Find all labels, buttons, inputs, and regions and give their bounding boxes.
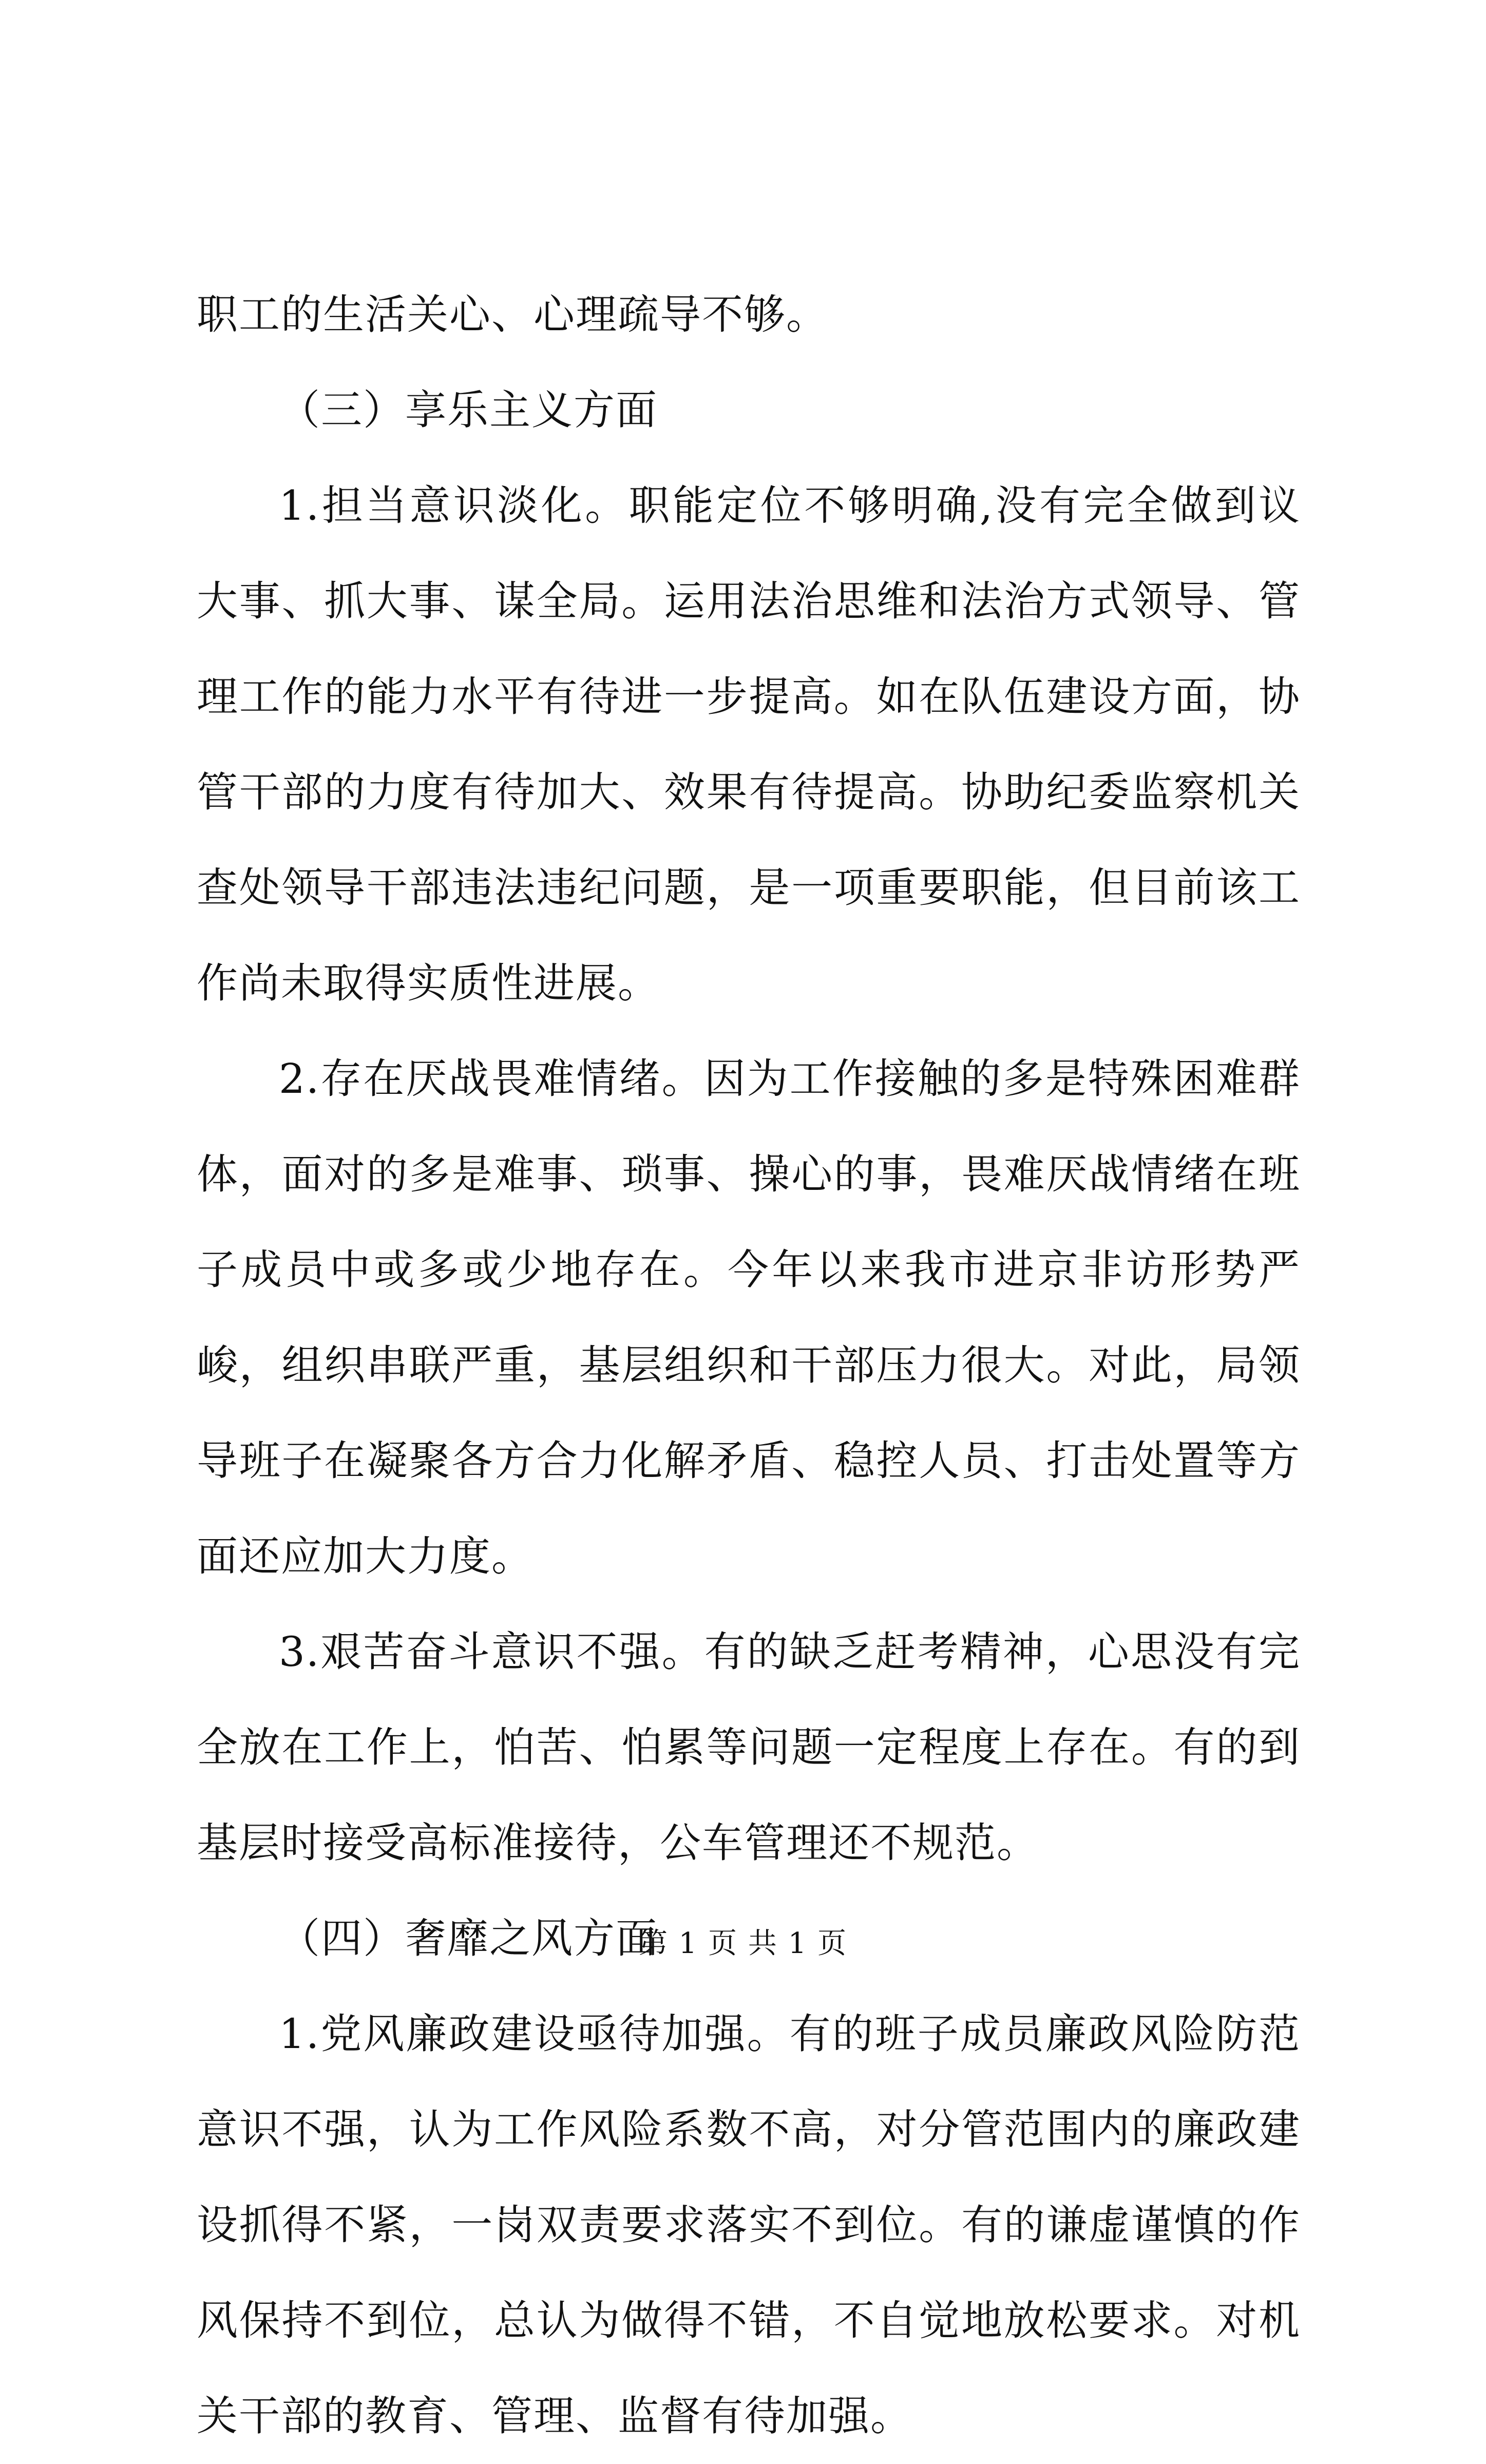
page-number-footer: 第 1 页 共 1 页	[638, 1927, 848, 1960]
section-heading-4: （四）奢靡之风方面	[279, 1915, 658, 1962]
paragraph-item-4-1: 1.党风廉政建设亟待加强。有的班子成员廉政风险防范意识不强，认为工作风险系数不高，对分管范围内的廉政建设抓得不紧，一岗双责要求落实不到位。有的谦虚谨慎的作风保持不到位，总认为做得不错，不自觉地放松要求。对机关干部的教育、管理、监督有待加强。	[197, 2010, 1301, 2440]
paragraph-item-2: 2.存在厌战畏难情绪。因为工作接触的多是特殊困难群体，面对的多是难事、琐事、操心的事，畏难厌战情绪在班子成员中或多或少地存在。今年以来我市进京非访形势严峻，组织串联严重，基层组织和干部压力很大。对此，局领导班子在凝聚各方合力化解矛盾、稳控人员、打击处置等方面还应加大力度。	[197, 1055, 1301, 1580]
paragraph-item-3: 3.艰苦奋斗意识不强。有的缺乏赶考精神，心思没有完全放在工作上，怕苦、怕累等问题一定程度上存在。有的到基层时接受高标准接待，公车管理还不规范。	[197, 1628, 1301, 1867]
document-body	[197, 267, 1301, 2464]
section-heading-3: （三）享乐主义方面	[279, 386, 658, 434]
paragraph-continuation: 职工的生活关心、心理疏导不够。	[197, 291, 828, 338]
paragraph-item-1: 1.担当意识淡化。职能定位不够明确,没有完全做到议大事、抓大事、谋全局。运用法治思维和法治方式领导、管理工作的能力水平有待进一步提高。如在队伍建设方面，协管干部的力度有待加大、效果有待提高。协助纪委监察机关查处领导干部违法违纪问题，是一项重要职能，但目前该工作尚未取得实质性进展。	[197, 482, 1301, 1007]
